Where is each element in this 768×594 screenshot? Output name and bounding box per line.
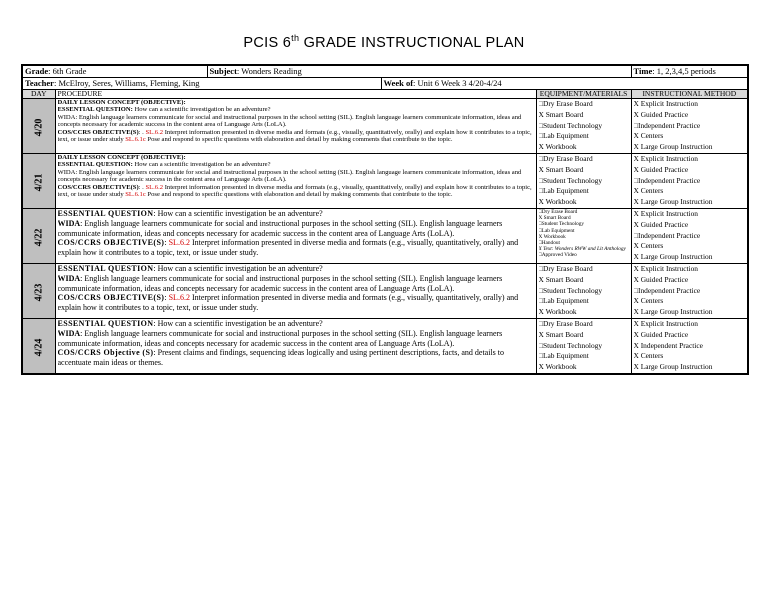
header-row-2 — [22, 78, 748, 90]
method-cell — [631, 154, 748, 209]
equipment-item: X Smart Board — [538, 329, 584, 339]
day-cell: 4/24 — [22, 319, 55, 375]
time-cell: Time: 1, 2,3,4,5 periods — [631, 65, 748, 78]
equipment-item: □Dry Erase Board — [538, 319, 593, 328]
equipment-item: □Student Technology — [538, 285, 603, 295]
method-item: X Guided Practice — [633, 219, 689, 229]
day-cell: 4/22 — [22, 209, 55, 264]
equipment-item: □Dry Erase Board — [538, 209, 578, 215]
equipment-cell — [536, 154, 631, 209]
equipment-item: X Workbook — [538, 362, 577, 372]
method-item: X Centers — [633, 241, 664, 251]
method-item: X Large Group Instruction — [633, 197, 713, 207]
day-row — [22, 319, 748, 375]
day-row — [22, 154, 748, 209]
equipment-item: X Smart Board — [538, 215, 571, 222]
procedure-column-header: PROCEDURE — [55, 90, 536, 99]
method-cell — [631, 319, 748, 375]
method-item: X Centers — [633, 131, 664, 141]
method-item: X Guided Practice — [633, 329, 689, 339]
method-item: X Large Group Instruction — [633, 307, 713, 317]
method-item: X Independent Practice — [633, 340, 703, 350]
procedure-cell: DAILY LESSON CONCEPT (OBJECTIVE): ESSENTIAL QUESTION: How can a scientific investigation be an adventure? WIDA: English language learners communicate for social and instructional purposes in the school setting (SIL). English language learners communicate information, ideas and concepts necessary for academic success in the content area of Language Arts (LoLA). COS/CCRS OBJECTIVE(S): . SL.6.2 Interpret information presented in diverse media and formats (e.g., visually, quantitatively, orally) and explain how it contributes to a topic, text, or issue under study SL.6.1c Pose and respond to specific questions with elaboration and detail by making comments that contribute to the topic. — [55, 154, 536, 209]
equipment-item: □Lab Equipment — [538, 131, 589, 141]
equipment-item: □Student Technology — [538, 175, 603, 185]
equipment-item: X Smart Board — [538, 274, 584, 284]
method-item: X Centers — [633, 296, 664, 306]
procedure-cell: DAILY LESSON CONCEPT (OBJECTIVE): ESSENTIAL QUESTION: How can a scientific investigation be an adventure? WIDA: English language learners communicate for social and instructional purposes in the school setting (SIL). English language learners communicate information, ideas and concepts necessary for academic success in the content area of Language Arts (LoLA). COS/CCRS OBJECTIVE(S): . SL.6.2 Interpret information presented in diverse media and formats (e.g., visually, quantitatively, orally) and explain how it contributes to a topic, text, or issue under study SL.6.1c Pose and respond to specific questions with elaboration and detail by making comments that contribute to the topic. — [55, 99, 536, 154]
method-item: X Guided Practice — [633, 109, 689, 119]
week-cell: Week of: Unit 6 Week 3 4/20-4/24 — [381, 78, 748, 90]
day-row — [22, 99, 748, 154]
method-item: X Guided Practice — [633, 164, 689, 174]
procedure-cell: ESSENTIAL QUESTION: How can a scientific investigation be an adventure? WIDA: English language learners communicate for social and instructional purposes in the school setting (SIL). English language learners communicate information, ideas and concepts necessary for academic success in the content area of Language Arts (LoLA). COS/CCRS Objective (S): Present claims and findings, sequencing ideas logically and using pertinent descriptions, facts, and details to accentuate main ideas or themes. — [55, 319, 536, 375]
equipment-item: □Lab Equipment — [538, 186, 589, 196]
grade-cell: Grade: 6th Grade — [22, 65, 207, 78]
method-item: X Centers — [633, 186, 664, 196]
subject-cell: Subject: Wonders Reading — [207, 65, 631, 78]
equipment-cell — [536, 99, 631, 154]
day-row — [22, 209, 748, 264]
equipment-item: □Lab Equipment — [538, 351, 589, 361]
instructional-plan-table — [21, 64, 749, 375]
method-item: X Large Group Instruction — [633, 142, 713, 152]
method-item: □Independent Practice — [633, 285, 701, 295]
day-cell: 4/21 — [22, 154, 55, 209]
method-item: X Explicit Instruction — [633, 154, 698, 163]
equipment-item: □Handout — [538, 240, 560, 247]
equipment-item: □Dry Erase Board — [538, 154, 593, 163]
day-row — [22, 264, 748, 319]
day-column-header: DAY — [22, 90, 55, 99]
method-column-header: INSTRUCTIONAL METHOD — [631, 90, 748, 99]
method-cell — [631, 99, 748, 154]
equipment-item: X Smart Board — [538, 109, 584, 119]
method-item: X Guided Practice — [633, 274, 689, 284]
equipment-item: X Workbook — [538, 307, 577, 317]
method-item: □Independent Practice — [633, 230, 701, 240]
equipment-item: X Workbook — [538, 142, 577, 152]
teacher-cell: Teacher: McElroy, Seres, Williams, Fleming, King — [22, 78, 381, 90]
equipment-item: X Workbook — [538, 197, 577, 207]
page-title: PCIS 6th GRADE INSTRUCTIONAL PLAN — [243, 33, 525, 51]
equipment-cell — [536, 264, 631, 319]
day-cell: 4/20 — [22, 99, 55, 154]
equipment-item: X Smart Board — [538, 164, 584, 174]
equipment-item: □Approved Video — [538, 252, 577, 259]
equipment-column-header: EQUIPMENT/MATERIALS — [536, 90, 631, 99]
method-item: X Centers — [633, 351, 664, 361]
equipment-item: □Student Technology — [538, 340, 603, 350]
equipment-cell — [536, 319, 631, 375]
method-item: X Explicit Instruction — [633, 264, 698, 273]
method-cell — [631, 209, 748, 264]
column-header-row — [22, 90, 748, 99]
equipment-item: X Workbook — [538, 233, 566, 240]
procedure-cell: ESSENTIAL QUESTION: How can a scientific investigation be an adventure? WIDA: English language learners communicate for social and instructional purposes in the school setting (SIL). English language learners communicate information, ideas and concepts necessary for academic success in the content area of Language Arts (LoLA). COS/CCRS OBJECTIVE(S): SL.6.2 Interpret information presented in diverse media and formats (e.g., visually, quantitatively, orally) and explain how it contributes to a topic, text, or issue under study. — [55, 209, 536, 264]
equipment-item: □Student Technology — [538, 120, 603, 130]
day-cell: 4/23 — [22, 264, 55, 319]
method-item: X Explicit Instruction — [633, 99, 698, 108]
equipment-item: X Text: Wonders RWW and Lit Anthology — [538, 246, 626, 253]
equipment-item: □Dry Erase Board — [538, 99, 593, 108]
equipment-item: □Lab Equipment — [538, 296, 589, 306]
equipment-item: □Dry Erase Board — [538, 264, 593, 273]
header-row-1 — [22, 65, 748, 78]
method-item: X Large Group Instruction — [633, 362, 713, 372]
equipment-item: □Lab Equipment — [538, 227, 575, 234]
method-item: □Independent Practice — [633, 175, 701, 185]
method-item: □Independent Practice — [633, 120, 701, 130]
method-item: X Explicit Instruction — [633, 319, 698, 328]
procedure-cell: ESSENTIAL QUESTION: How can a scientific investigation be an adventure? WIDA: English language learners communicate for social and instructional purposes in the school setting (SIL). English language learners communicate information, ideas and concepts necessary for academic success in the content area of Language Arts (LoLA). COS/CCRS OBJECTIVE(S): SL.6.2 Interpret information presented in diverse media and formats (e.g., visually, quantitatively, orally) and explain how it contributes to a topic, text, or issue under study. — [55, 264, 536, 319]
equipment-cell — [536, 209, 631, 264]
equipment-item: □Student Technology — [538, 221, 585, 228]
method-item: X Large Group Instruction — [633, 252, 713, 262]
method-item: X Explicit Instruction — [633, 209, 698, 218]
method-cell — [631, 264, 748, 319]
